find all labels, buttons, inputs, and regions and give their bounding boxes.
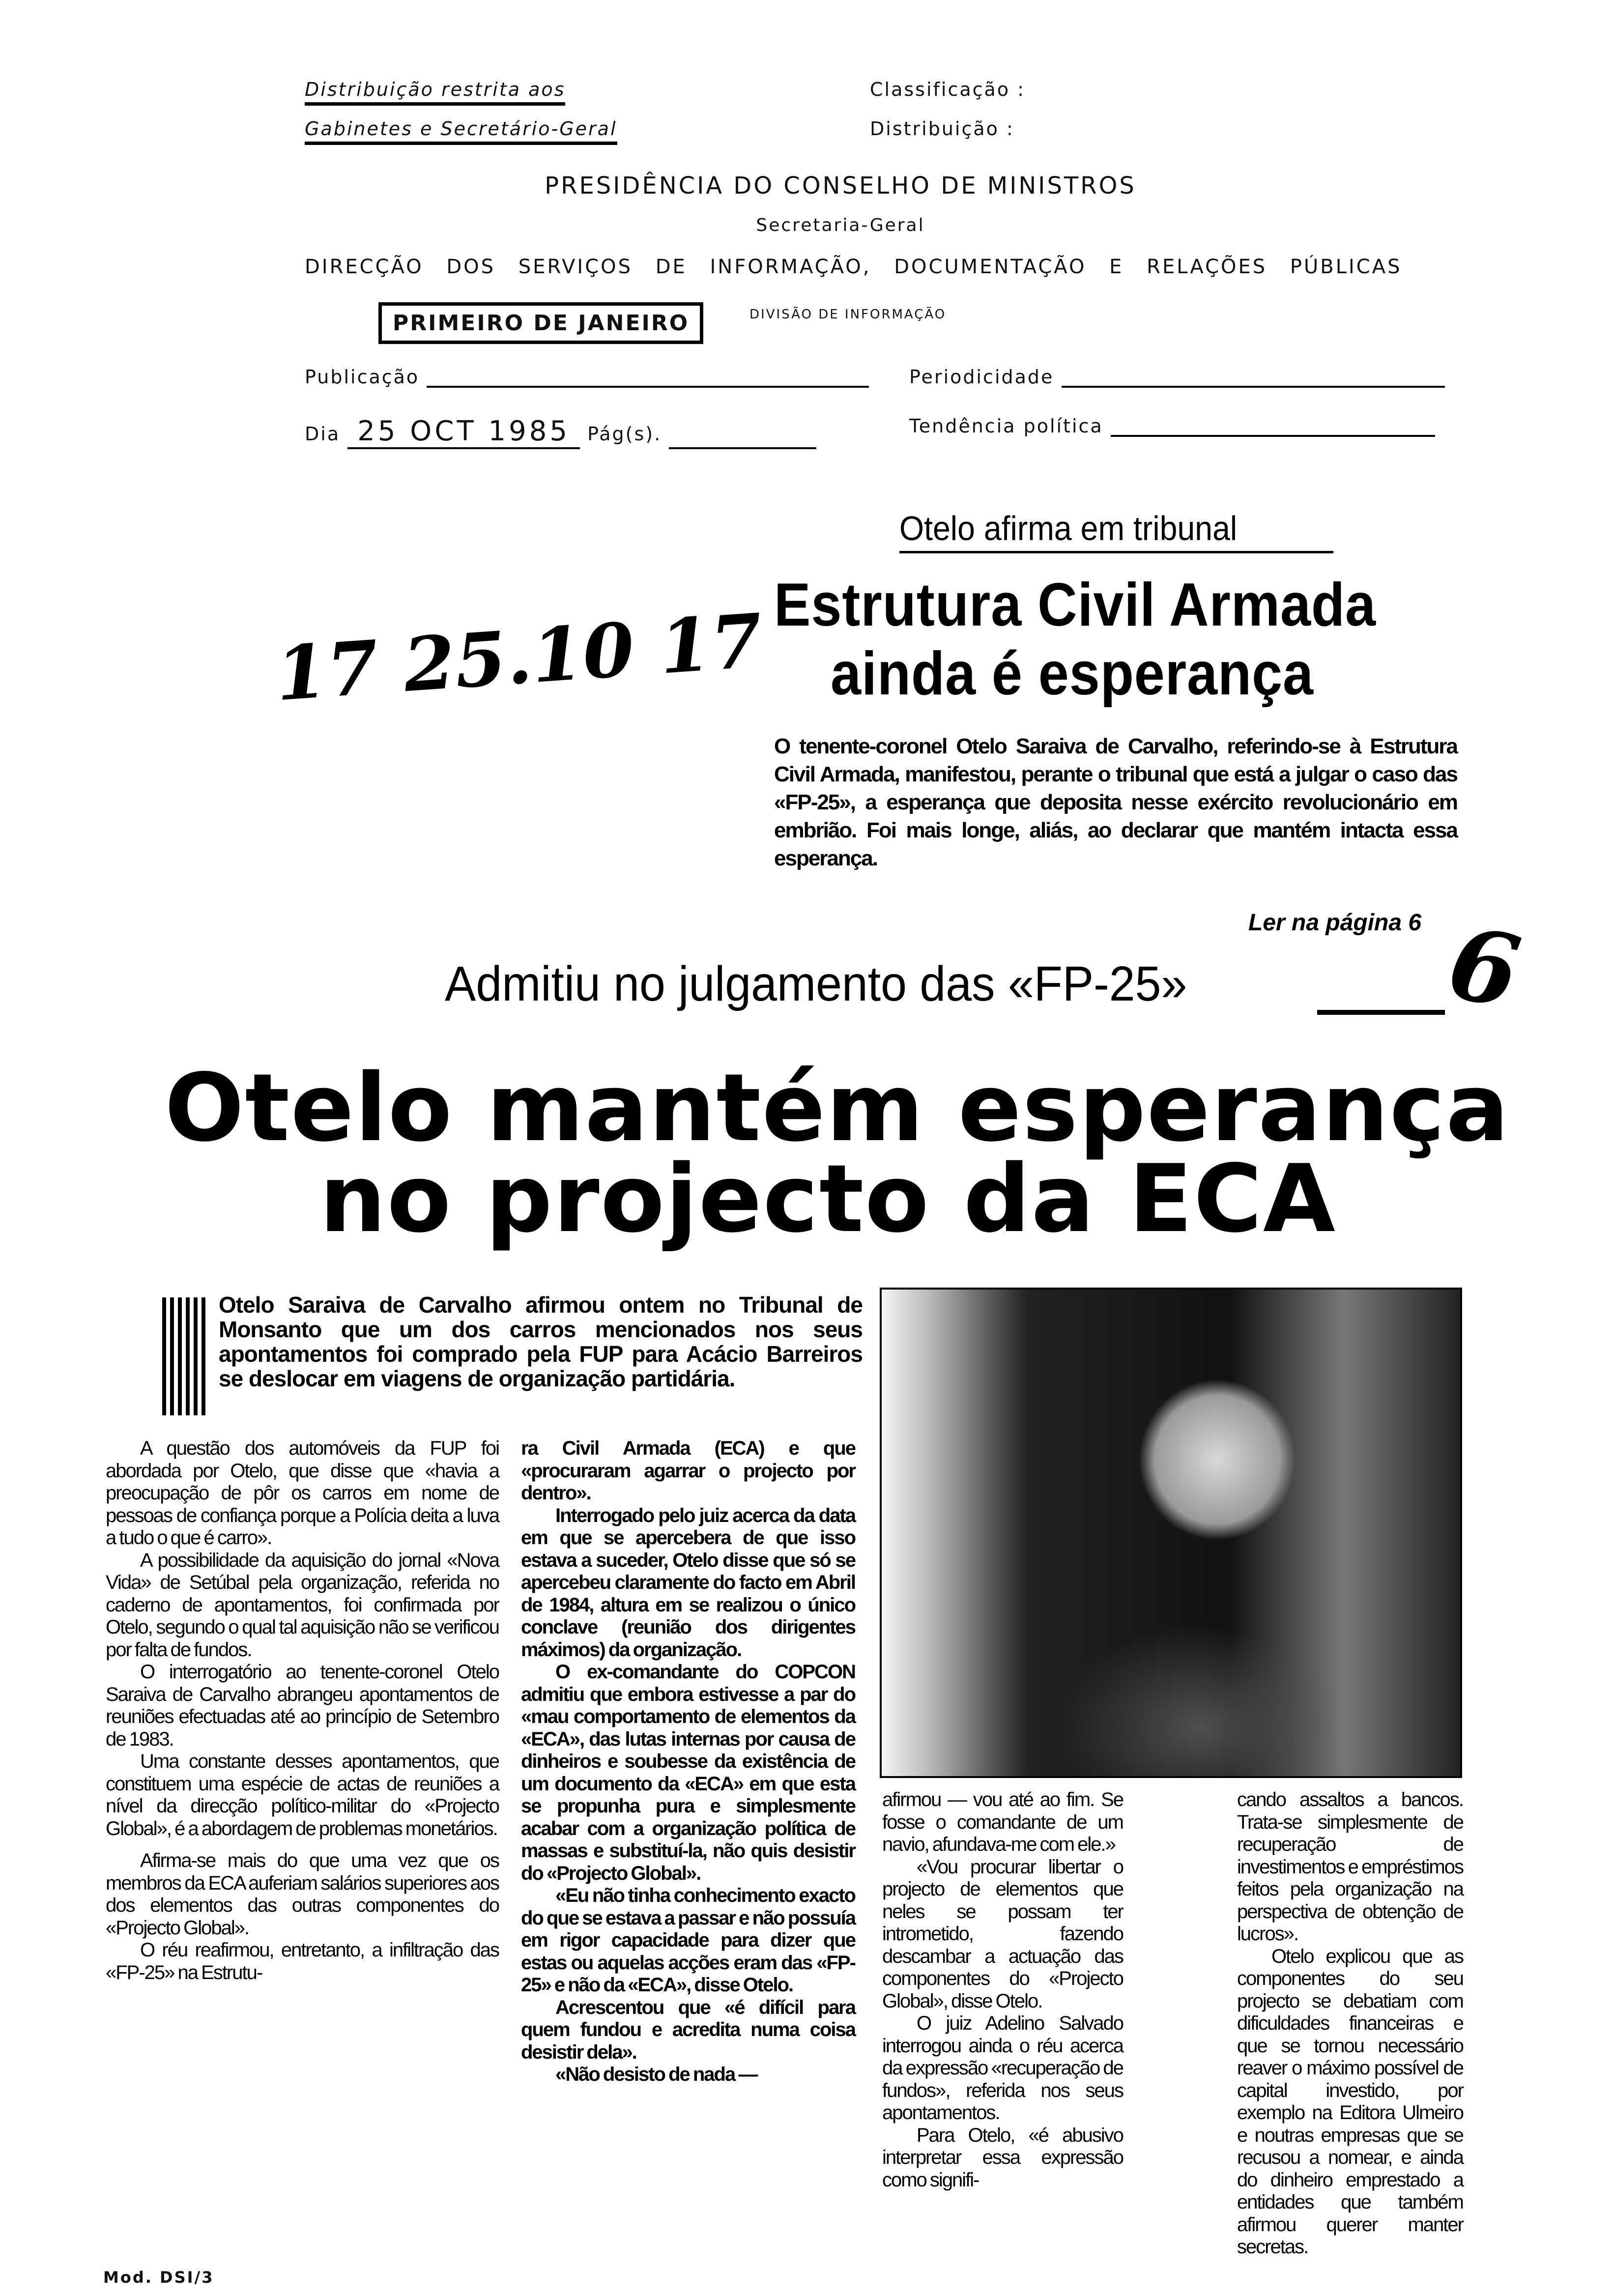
handwritten-underline — [1317, 1010, 1445, 1015]
political-tendency-blank — [1111, 418, 1435, 437]
paragraph: Uma constante desses apontamentos, que constituem uma espécie de actas de reuniões a nível da direcção político-militar do «Projecto Global», é a abordagem de problemas monetários. — [106, 1751, 499, 1839]
paragraph: «Eu não tinha conhecimento exacto do que se estava a passar e não possuía em rigor capacidade para dizer que estas ou aquelas acções eram das «FP-25» e não da «ECA», disse Otelo. — [521, 1885, 855, 1996]
restricted-distribution-line1: Distribuição restrita aos — [305, 79, 565, 106]
publication-blank — [427, 369, 869, 388]
see-page-link: Ler na página 6 — [1248, 910, 1422, 936]
paragraph: Para Otelo, «é abusivo interpretar essa expressão como signifi- — [882, 2124, 1123, 2191]
secretariat-title: Secretaria-Geral — [756, 215, 925, 235]
article-column-1 — [106, 1437, 499, 1984]
paragraph: afirmou — vou até ao fim. Se fosse o comandante de um navio, afundava-me com ele.» — [882, 1789, 1123, 1855]
classification-label: Classificação : — [870, 79, 1025, 100]
article-column-2 — [521, 1437, 855, 2086]
teaser-lede: O tenente-coronel Otelo Saraiva de Carvalho, referindo-se à Estrutura Civil Armada, manifestou, perante o tribunal que está a julgar o caso das «FP-25», a esperança que deposita nesse exército revolucionário em embrião. Foi mais longe, aliás, ao declarar que mantém intacta essa esperança. — [774, 734, 1457, 870]
day-label: Dia — [305, 423, 341, 445]
periodicity-label: Periodicidade — [909, 366, 1054, 388]
publication-label: Publicação — [305, 366, 420, 388]
pages-label: Pág(s). — [587, 423, 662, 445]
handwritten-page-number: 6 — [1440, 905, 1528, 1031]
article-headline-line2: no projecto da ECA — [319, 1145, 1336, 1253]
article-headline-line1: Otelo mantém esperança — [165, 1054, 1510, 1162]
paragraph: Afirma-se mais do que uma vez que os membros da ECA auferiam salários superiores aos dos elementos das outras componentes do «Projecto Global». — [106, 1850, 499, 1939]
date-field — [305, 415, 816, 449]
distribution-label: Distribuição : — [870, 118, 1014, 140]
paragraph: A questão dos automóveis da FUP foi abordada por Otelo, que disse que «havia a preocupação de pôr os carros em nome de pessoas de confiança porque a Polícia deita a luva a tudo o que é carro». — [106, 1437, 499, 1549]
periodicity-field — [909, 366, 1445, 388]
division-label: DIVISÃO DE INFORMAÇÃO — [749, 307, 947, 322]
paragraph: O ex-comandante do COPCON admitiu que embora estivesse a par do «mau comportamento de elementos da «ECA», das lutas internas por causa de dinheiros e soubesse da existência de um documento da «ECA» em que esta se propunha pura e simplesmente acabar com a organização política de massas e substituí-la, não quis desistir do «Projecto Global». — [521, 1661, 855, 1884]
paragraph: Otelo explicou que as componentes do seu projecto se debatiam com dificuldades financeiras e que se tornou necessário reaver o máximo possível de capital investido, por exemplo na Editora Ulmeiro e noutras empresas que se recusou a nomear, e ainda do dinheiro emprestado a entidades que também afirmou querer manter secretas. — [1237, 1945, 1463, 2258]
paragraph: cando assaltos a bancos. Trata-se simplesmente de recuperação de investimentos e empréstimos feitos pela organização na perspectiva de obtenção de lucros». — [1237, 1789, 1463, 1945]
teaser-headline-line2: ainda é esperança — [831, 640, 1314, 708]
portrait-photo — [880, 1288, 1462, 1778]
paragraph: O juiz Adelino Salvado interrogou ainda o réu acerca da expressão «recuperação de fundos», referida nos seus apontamentos. — [882, 2012, 1123, 2124]
political-tendency-field — [909, 415, 1435, 437]
handwritten-note: 17 25.10 17 — [273, 597, 765, 718]
paragraph: A possibilidade da aquisição do jornal «Nova Vida» de Setúbal pela organização, referida no caderno de apontamentos, foi confirmada por Otelo, segundo o qual tal aquisição não se verificou por falta de fundos. — [106, 1549, 499, 1661]
paragraph: Interrogado pelo juiz acerca da data em que se apercebera de que isso estava a suceder, Otelo disse que só se apercebeu claramente do facto em Abril de 1984, altura em se realizou o único conclave (reunião dos dirigentes máximos) da organização. — [521, 1504, 855, 1661]
paragraph: ra Civil Armada (ECA) e que «procuraram agarrar o projecto por dentro». — [521, 1437, 855, 1504]
form-code: Mod. DSI/3 — [103, 2268, 214, 2287]
paragraph: «Não desisto de nada — — [555, 2064, 757, 2085]
ministry-title: PRESIDÊNCIA DO CONSELHO DE MINISTROS — [545, 172, 1136, 200]
restricted-distribution-line2: Gabinetes e Secretário-Geral — [305, 118, 617, 145]
paragraph: Acrescentou que «é difícil para quem fundou e acredita numa coisa desistir dela». — [521, 1996, 855, 2063]
article-column-3 — [882, 1789, 1123, 2191]
paragraph: O réu reafirmou, entretanto, a infiltração das «FP-25» na Estrutu- — [106, 1939, 499, 1983]
teaser-headline-line1: Estrutura Civil Armada — [774, 571, 1377, 639]
directorate-title: DIRECÇÃO DOS SERVIÇOS DE INFORMAÇÃO, DOCUMENTAÇÃO E RELAÇÕES PÚBLICAS — [305, 256, 1402, 278]
political-tendency-label: Tendência política — [909, 415, 1103, 437]
article-kicker: Admitiu no julgamento das «FP-25» — [445, 956, 1187, 1011]
publication-field — [305, 366, 869, 388]
publication-stamp: PRIMEIRO DE JANEIRO — [378, 302, 703, 344]
article-column-4 — [1237, 1789, 1463, 2259]
date-stamp: 25 OCT 1985 — [347, 415, 580, 449]
pages-blank — [669, 430, 816, 449]
periodicity-blank — [1062, 369, 1445, 388]
article-lead: Otelo Saraiva de Carvalho afirmou ontem no Tribunal de Monsanto que um dos carros mencionados nos seus apontamentos foi comprado pela FUP para Acácio Barreiros se deslocar em viagens de organização partidária. — [219, 1292, 863, 1391]
paragraph: O interrogatório ao tenente-coronel Otelo Saraiva de Carvalho abrangeu apontamentos de reuniões efectuadas até ao princípio de Setembro de 1983. — [106, 1661, 499, 1750]
teaser-kicker: Otelo afirma em tribunal — [899, 509, 1333, 553]
lead-bar-decoration — [162, 1297, 206, 1415]
paragraph: «Vou procurar libertar o projecto de elementos que neles se possam ter intrometido, fazendo descambar a actuação das componentes do «Projecto Global», disse Otelo. — [882, 1856, 1123, 2012]
